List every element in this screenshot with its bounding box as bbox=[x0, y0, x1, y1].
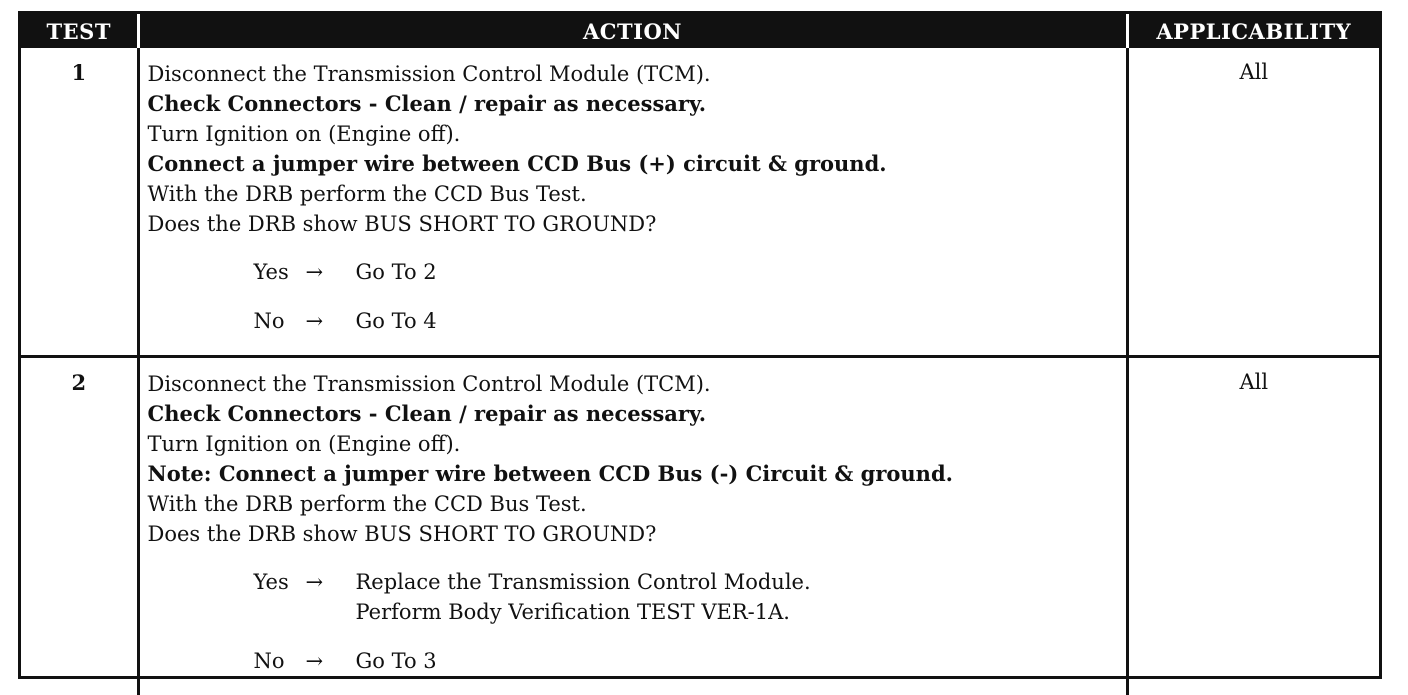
result-text-line: Go To 2 bbox=[356, 257, 437, 287]
applicability-cell bbox=[1127, 48, 1379, 357]
header-test: TEST bbox=[21, 14, 138, 48]
result-label: Yes bbox=[254, 257, 306, 287]
table-header bbox=[21, 14, 1379, 48]
table-row bbox=[21, 48, 1379, 357]
applicability-value: All bbox=[1129, 48, 1380, 84]
result-no bbox=[254, 306, 1118, 336]
action-line: Turn Ignition on (Engine off). bbox=[148, 119, 1118, 149]
result-list bbox=[148, 257, 1118, 336]
action-line: Disconnect the Transmission Control Module (TCM). bbox=[148, 369, 1118, 399]
test-cell bbox=[21, 48, 138, 357]
applicability-value: All bbox=[1129, 358, 1380, 394]
test-cell bbox=[21, 357, 138, 695]
result-text-line: Perform Body Verification TEST VER-1A. bbox=[356, 597, 811, 627]
action-line: Does the DRB show BUS SHORT TO GROUND? bbox=[148, 519, 1118, 549]
right-arrow-icon: → bbox=[306, 567, 356, 597]
action-line-bold: Check Connectors - Clean / repair as necessary. bbox=[148, 399, 1118, 429]
action-cell bbox=[138, 48, 1127, 357]
action-line-bold: Check Connectors - Clean / repair as necessary. bbox=[148, 89, 1118, 119]
result-text bbox=[356, 567, 811, 627]
action-line: With the DRB perform the CCD Bus Test. bbox=[148, 179, 1118, 209]
action-line-bold: Note: Connect a jumper wire between CCD Bus (-) Circuit & ground. bbox=[148, 459, 1118, 489]
test-number: 1 bbox=[21, 48, 137, 85]
right-arrow-icon: → bbox=[306, 646, 356, 676]
action-line: With the DRB perform the CCD Bus Test. bbox=[148, 489, 1118, 519]
result-text-line: Go To 4 bbox=[356, 306, 437, 336]
action-line: Does the DRB show BUS SHORT TO GROUND? bbox=[148, 209, 1118, 239]
table-row bbox=[21, 357, 1379, 695]
result-no bbox=[254, 646, 1118, 676]
result-text-line: Go To 3 bbox=[356, 646, 437, 676]
action-line: Disconnect the Transmission Control Module (TCM). bbox=[148, 59, 1118, 89]
action-line-bold: Connect a jumper wire between CCD Bus (+) circuit & ground. bbox=[148, 149, 1118, 179]
result-text bbox=[356, 646, 437, 676]
header-applicability: APPLICABILITY bbox=[1127, 14, 1379, 48]
result-yes bbox=[254, 567, 1118, 627]
right-arrow-icon: → bbox=[306, 257, 356, 287]
action-line: Turn Ignition on (Engine off). bbox=[148, 429, 1118, 459]
result-text bbox=[356, 257, 437, 287]
diagnostic-test-table bbox=[18, 11, 1382, 679]
test-table bbox=[21, 14, 1379, 695]
applicability-cell bbox=[1127, 357, 1379, 695]
result-text-line: Replace the Transmission Control Module. bbox=[356, 567, 811, 597]
result-yes bbox=[254, 257, 1118, 287]
test-number: 2 bbox=[21, 358, 137, 395]
result-label: Yes bbox=[254, 567, 306, 597]
result-text bbox=[356, 306, 437, 336]
result-label: No bbox=[254, 646, 306, 676]
header-action: ACTION bbox=[138, 14, 1127, 48]
result-list bbox=[148, 567, 1118, 676]
right-arrow-icon: → bbox=[306, 306, 356, 336]
result-label: No bbox=[254, 306, 306, 336]
action-cell bbox=[138, 357, 1127, 695]
